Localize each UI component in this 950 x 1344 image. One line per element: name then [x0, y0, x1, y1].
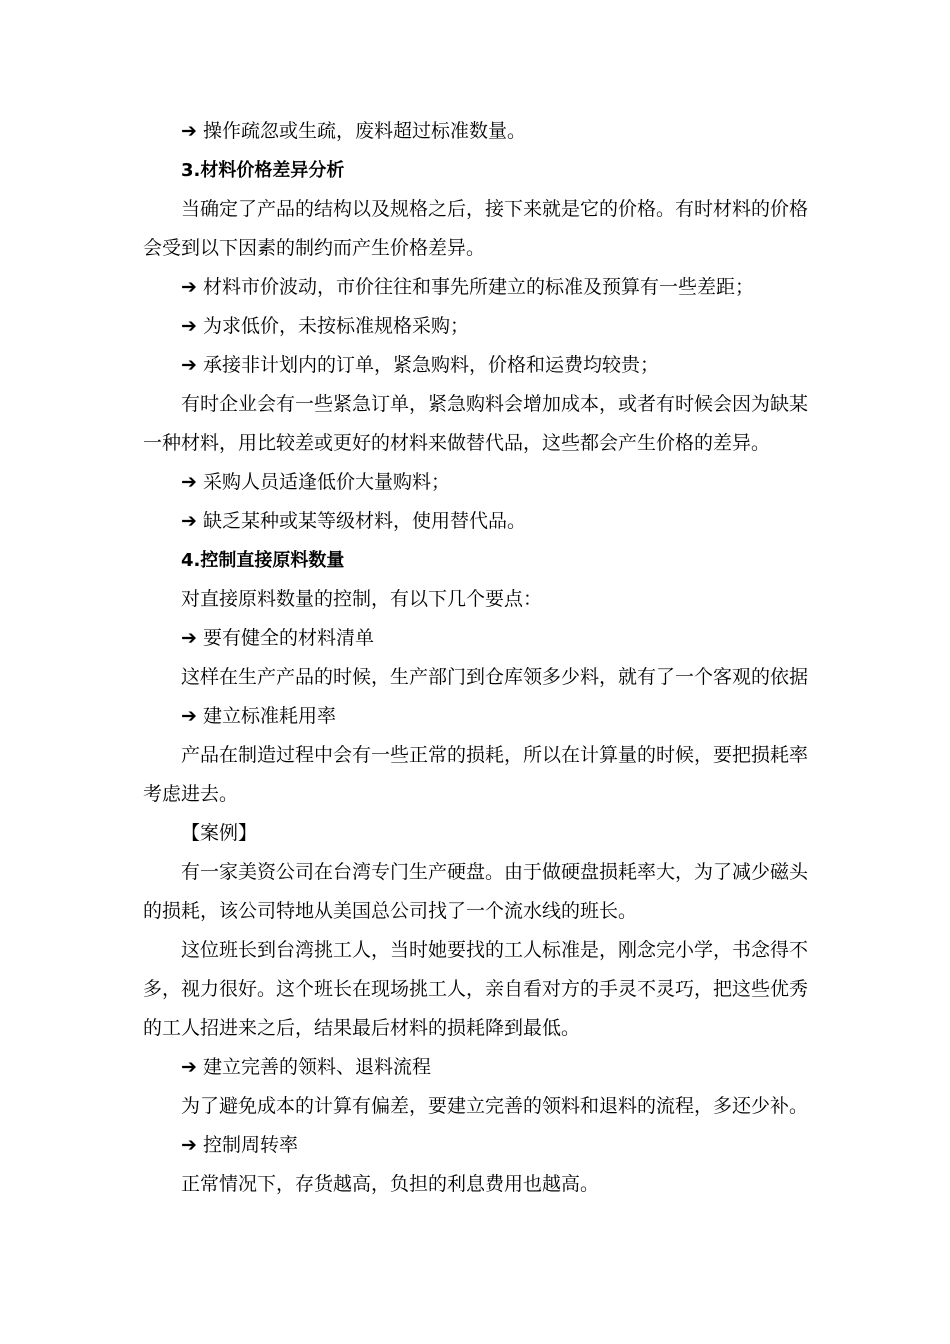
bullet-item: [143, 346, 808, 385]
bullet-text: 为求低价，未按标准规格采购；: [203, 315, 470, 337]
case-label: 【案例】: [181, 822, 258, 844]
bullet-item: [143, 619, 808, 658]
bullet-text: 承接非计划内的订单，紧急购料，价格和运费均较贵；: [203, 354, 660, 376]
bullet-text: 材料市价波动，市价往往和事先所建立的标准及预算有一些差距；: [203, 276, 755, 298]
bullet-item: [143, 268, 808, 307]
arrow-bullet-icon: ➔: [181, 315, 197, 337]
bullet-text: 操作疏忽或生疏，废料超过标准数量。: [203, 120, 527, 142]
arrow-bullet-icon: ➔: [181, 120, 197, 142]
arrow-bullet-icon: ➔: [181, 705, 197, 727]
bullet-item: [143, 1126, 808, 1165]
paragraph: 对直接原料数量的控制，有以下几个要点：: [181, 588, 543, 610]
arrow-bullet-icon: ➔: [181, 510, 197, 532]
arrow-bullet-icon: ➔: [181, 471, 197, 493]
bullet-text: 建立完善的领料、退料流程: [203, 1056, 432, 1078]
paragraph: 有一家美资公司在台湾专门生产硬盘。由于做硬盘损耗率大，为了减少磁头的损耗，该公司特地从美国总公司找了一个流水线的班长。: [143, 861, 809, 922]
arrow-bullet-icon: ➔: [181, 1056, 197, 1078]
arrow-bullet-icon: ➔: [181, 1134, 197, 1156]
bullet-item: [143, 307, 808, 346]
bullet-text: 采购人员适逢低价大量购料；: [203, 471, 451, 493]
paragraph: 产品在制造过程中会有一些正常的损耗，所以在计算量的时候，要把损耗率考虑进去。: [143, 744, 809, 805]
bullet-item: [143, 1048, 808, 1087]
arrow-bullet-icon: ➔: [181, 354, 197, 376]
bullet-text: 建立标准耗用率: [203, 705, 337, 727]
bullet-item: [143, 502, 808, 541]
paragraph: 为了避免成本的计算有偏差，要建立完善的领料和退料的流程，多还少补。: [181, 1095, 809, 1117]
paragraph: 有时企业会有一些紧急订单，紧急购料会增加成本，或者有时候会因为缺某一种材料，用比较差或更好的材料来做替代品，这些都会产生价格的差异。: [143, 393, 809, 454]
paragraph: 当确定了产品的结构以及规格之后，接下来就是它的价格。有时材料的价格会受到以下因素的制约而产生价格差异。: [143, 198, 809, 259]
arrow-bullet-icon: ➔: [181, 627, 197, 649]
bullet-text: 要有健全的材料清单: [203, 627, 375, 649]
paragraph: 这样在生产产品的时候，生产部门到仓库领多少料，就有了一个客观的依据: [181, 666, 809, 688]
document-body: [143, 112, 808, 1204]
bullet-text: 控制周转率: [203, 1134, 299, 1156]
arrow-bullet-icon: ➔: [181, 276, 197, 298]
bullet-text: 缺乏某种或某等级材料，使用替代品。: [203, 510, 527, 532]
section-heading: 4.控制直接原料数量: [181, 550, 345, 571]
bullet-item: [143, 463, 808, 502]
bullet-item: [143, 697, 808, 736]
section-heading: 3.材料价格差异分析: [181, 160, 345, 181]
paragraph: 正常情况下，存货越高，负担的利息费用也越高。: [181, 1173, 600, 1195]
paragraph: 这位班长到台湾挑工人，当时她要找的工人标准是，刚念完小学，书念得不多，视力很好。这个班长在现场挑工人，亲自看对方的手灵不灵巧，把这些优秀的工人招进来之后，结果最后材料的损耗降到最低。: [143, 939, 809, 1039]
bullet-item: [143, 112, 808, 151]
